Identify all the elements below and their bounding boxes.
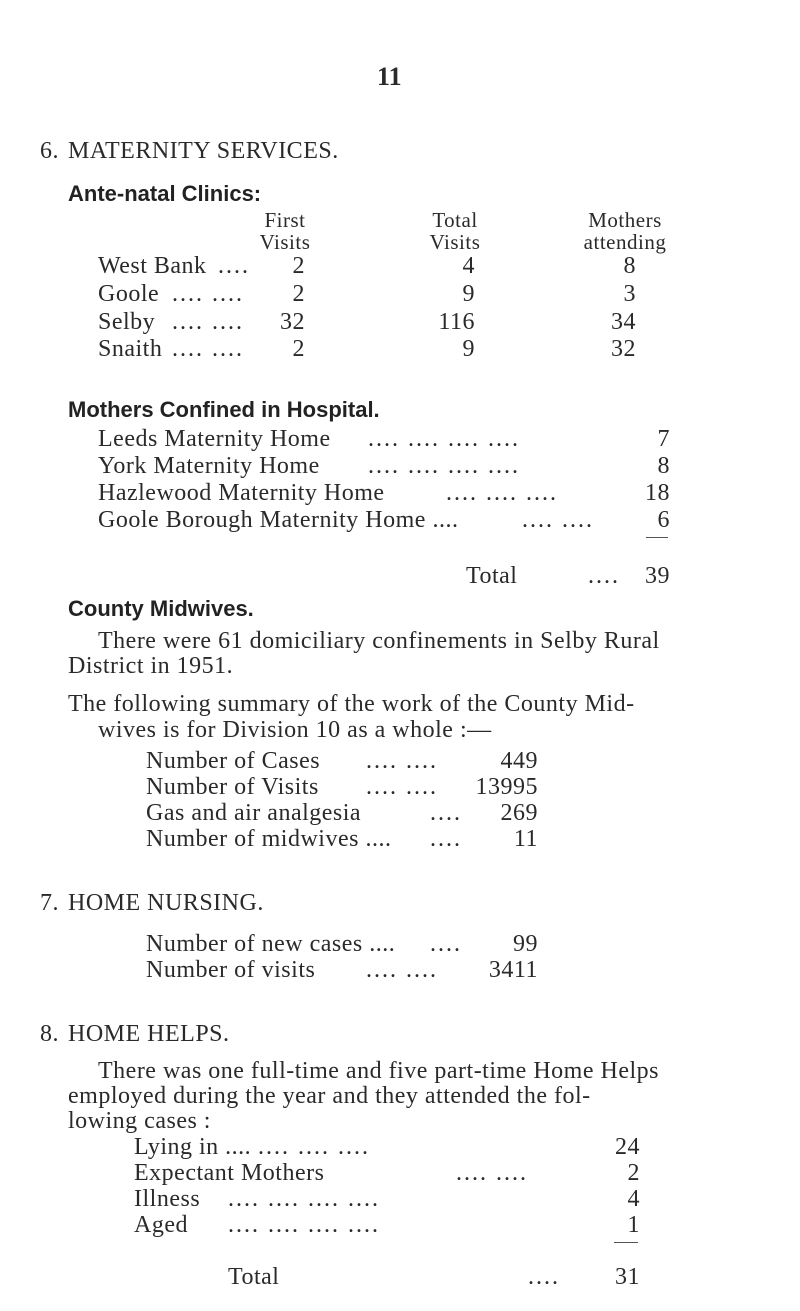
page-number: 11	[377, 62, 402, 91]
helps-para-line2: employed during the year and they attended the fol-	[68, 1083, 591, 1109]
leader-dots: .... ....	[366, 774, 438, 800]
hospital-name: Goole Borough Maternity Home ....	[98, 507, 459, 533]
antenatal-heading: Ante-natal Clinics:	[68, 181, 262, 206]
mothers-attending: 34	[611, 309, 636, 335]
case-count: 24	[615, 1134, 640, 1160]
midwives-para2-line2: wives is for Division 10 as a whole :—	[98, 717, 492, 743]
total-visits: 116	[438, 309, 475, 335]
leader-dots: ....	[588, 563, 620, 589]
section-8-title: HOME HELPS.	[68, 1021, 230, 1047]
col-first-line2: Visits	[259, 230, 311, 254]
col-first-visits	[230, 209, 340, 253]
stat-label: Number of Visits	[146, 774, 319, 800]
leader-dots: ....	[430, 826, 462, 852]
midwives-para1-line1: There were 61 domiciliary confinements in Selby Rural	[98, 628, 660, 654]
hospital-count: 8	[657, 453, 670, 479]
stat-value: 3411	[488, 957, 538, 983]
clinic-name: West Bank	[98, 253, 207, 279]
leader-dots: ....	[528, 1264, 560, 1290]
case-label: Lying in ....	[134, 1134, 252, 1160]
stat-value: 13995	[475, 774, 538, 800]
midwives-para1-line2: District in 1951.	[68, 653, 234, 679]
leader-dots: .... .... .... ....	[368, 426, 520, 452]
leader-dots: .... ....	[172, 281, 244, 307]
total-label: Total	[228, 1264, 280, 1290]
stat-label: Number of Cases	[146, 748, 321, 774]
leader-dots: ....	[430, 931, 462, 957]
first-visits: 2	[292, 336, 305, 362]
leader-dots: .... .... .... ....	[368, 453, 520, 479]
section-7-title: HOME NURSING.	[68, 890, 264, 916]
stat-label: Number of visits	[146, 957, 316, 983]
leader-dots: .... ....	[366, 957, 438, 983]
col-total-visits	[400, 209, 510, 253]
hospital-count: 7	[657, 426, 670, 452]
leader-dots: ....	[218, 253, 250, 279]
leader-dots: .... .... .... ....	[228, 1212, 380, 1238]
leader-dots: .... .... .... ....	[228, 1186, 380, 1212]
hospital-name: Hazlewood Maternity Home	[98, 480, 385, 506]
confined-heading: Mothers Confined in Hospital.	[68, 397, 380, 422]
total-label: Total	[466, 563, 518, 589]
helps-total: 31	[615, 1264, 640, 1290]
leader-dots: .... ....	[366, 748, 438, 774]
total-visits: 9	[462, 281, 475, 307]
stat-value: 449	[500, 748, 538, 774]
section-7-number: 7.	[40, 890, 59, 916]
hospital-count: 18	[645, 480, 670, 506]
hospital-total: 39	[645, 563, 670, 589]
stat-value: 99	[513, 931, 538, 957]
leader-dots: .... .... ....	[446, 480, 558, 506]
stat-value: 11	[513, 826, 538, 852]
total-rule	[646, 537, 668, 538]
total-visits: 9	[462, 336, 475, 362]
mothers-attending: 8	[623, 253, 636, 279]
leader-dots: .... ....	[522, 507, 594, 533]
col-mothers-line1: Mothers	[588, 208, 662, 232]
section-6-title: MATERNITY SERVICES.	[68, 138, 339, 164]
col-total-line1: Total	[432, 208, 478, 232]
mothers-attending: 32	[611, 336, 636, 362]
first-visits: 2	[292, 253, 305, 279]
case-label: Aged	[134, 1212, 188, 1238]
case-label: Expectant Mothers	[134, 1160, 325, 1186]
leader-dots: .... ....	[172, 336, 244, 362]
col-first-line1: First	[264, 208, 306, 232]
first-visits: 2	[292, 281, 305, 307]
leader-dots: .... ....	[172, 309, 244, 335]
clinic-name: Selby	[98, 309, 156, 335]
stat-label: Number of midwives ....	[146, 826, 392, 852]
leader-dots: .... .... ....	[258, 1134, 370, 1160]
case-count: 2	[627, 1160, 640, 1186]
case-label: Illness	[134, 1186, 201, 1212]
hospital-count: 6	[657, 507, 670, 533]
col-mothers-line2: attending	[583, 230, 667, 254]
stat-label: Gas and air analgesia	[146, 800, 362, 826]
first-visits: 32	[280, 309, 305, 335]
leader-dots: .... ....	[456, 1160, 528, 1186]
clinic-name: Goole	[98, 281, 160, 307]
total-visits: 4	[462, 253, 475, 279]
total-rule	[614, 1242, 638, 1243]
col-mothers-attending	[555, 209, 695, 253]
case-count: 4	[627, 1186, 640, 1212]
mothers-attending: 3	[623, 281, 636, 307]
helps-para-line3: lowing cases :	[68, 1108, 211, 1134]
stat-label: Number of new cases ....	[146, 931, 396, 957]
midwives-heading: County Midwives.	[68, 596, 254, 621]
hospital-name: Leeds Maternity Home	[98, 426, 331, 452]
section-6-number: 6.	[40, 138, 59, 164]
helps-para-line1: There was one full-time and five part-time Home Helps	[98, 1058, 659, 1084]
col-total-line2: Visits	[429, 230, 481, 254]
leader-dots: ....	[430, 800, 462, 826]
clinic-name: Snaith	[98, 336, 163, 362]
hospital-name: York Maternity Home	[98, 453, 320, 479]
midwives-para2-line1: The following summary of the work of the County Mid-	[68, 691, 635, 717]
section-8-number: 8.	[40, 1021, 59, 1047]
case-count: 1	[627, 1212, 640, 1238]
stat-value: 269	[500, 800, 538, 826]
